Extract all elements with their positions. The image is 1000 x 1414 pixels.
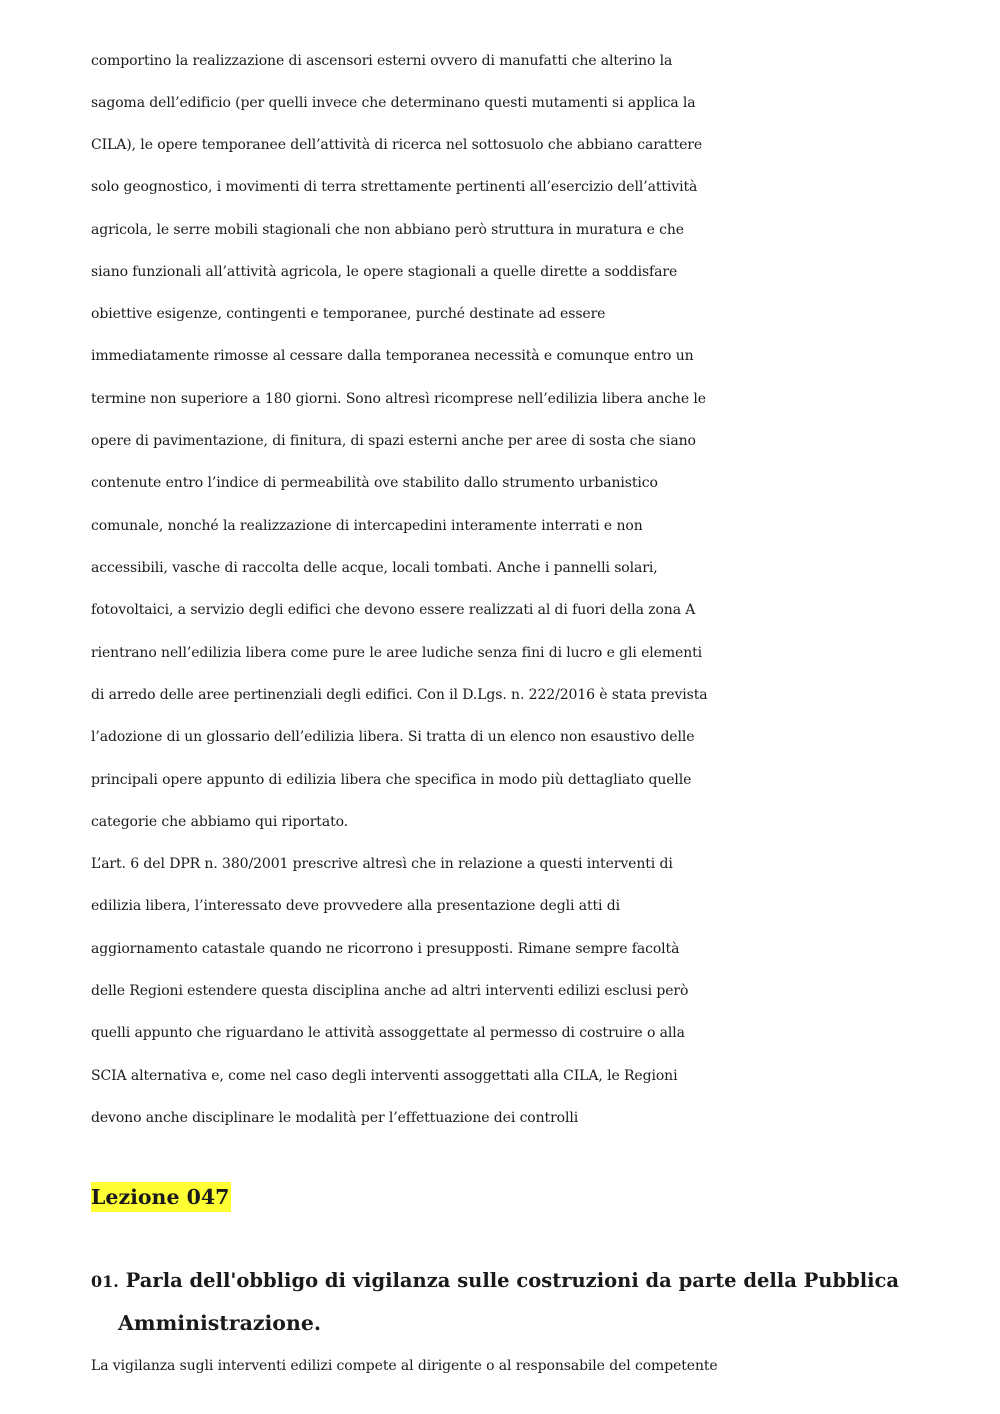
text-line: SCIA alternativa e, come nel caso degli interventi assoggettati alla CILA, le Regioni	[91, 1068, 678, 1084]
text-line: quelli appunto che riguardano le attività assoggettate al permesso di costruire o alla	[91, 1025, 685, 1041]
text-line: sagoma dell’edificio (per quelli invece che determinano questi mutamenti si applica la	[91, 95, 696, 111]
text-line: termine non superiore a 180 giorni. Sono altresì ricomprese nell’edilizia libera anche le	[91, 391, 706, 407]
text-line: aggiornamento catastale quando ne ricorrono i presupposti. Rimane sempre facoltà	[91, 941, 680, 957]
text-line: contenute entro l’indice di permeabilità ove stabilito dallo strumento urbanistico	[91, 475, 658, 491]
text-line: comunale, nonché la realizzazione di intercapedini interamente interrati e non	[91, 518, 643, 534]
text-line: immediatamente rimosse al cessare dalla temporanea necessità e comunque entro un	[91, 348, 694, 364]
text-line: devono anche disciplinare le modalità per l’effettuazione dei controlli	[91, 1110, 579, 1126]
text-line: principali opere appunto di edilizia libera che specifica in modo più dettagliato quelle	[91, 772, 692, 788]
answer-text-line: La vigilanza sugli interventi edilizi compete al dirigente o al responsabile del competente	[91, 1358, 718, 1374]
text-line: di arredo delle aree pertinenziali degli edifici. Con il D.Lgs. n. 222/2016 è stata prevista	[91, 687, 708, 703]
text-line: L’art. 6 del DPR n. 380/2001 prescrive altresì che in relazione a questi interventi di	[91, 856, 673, 872]
text-line: l’adozione di un glossario dell’edilizia libera. Si tratta di un elenco non esaustivo delle	[91, 729, 695, 745]
lesson-heading: Lezione 047	[91, 1182, 231, 1212]
question-number: 01.	[91, 1272, 119, 1291]
text-line: comportino la realizzazione di ascensori esterni ovvero di manufatti che alterino la	[91, 53, 673, 69]
question-line	[91, 1266, 899, 1297]
text-line: delle Regioni estendere questa disciplina anche ad altri interventi edilizi esclusi però	[91, 983, 689, 999]
question-line-continued: Amministrazione.	[118, 1311, 322, 1335]
text-line: fotovoltaici, a servizio degli edifici che devono essere realizzati al di fuori della zona A	[91, 602, 696, 618]
text-line: accessibili, vasche di raccolta delle acque, locali tombati. Anche i pannelli solari,	[91, 560, 658, 576]
text-line: agricola, le serre mobili stagionali che non abbiano però struttura in muratura e che	[91, 222, 684, 238]
text-line: categorie che abbiamo qui riportato.	[91, 814, 349, 830]
text-line: solo geognostico, i movimenti di terra strettamente pertinenti all’esercizio dell’attività	[91, 179, 698, 195]
text-line: rientrano nell’edilizia libera come pure le aree ludiche senza fini di lucro e gli elementi	[91, 645, 703, 661]
text-line: obiettive esigenze, contingenti e temporanee, purché destinate ad essere	[91, 306, 606, 322]
text-line: siano funzionali all’attività agricola, le opere stagionali a quelle dirette a soddisfare	[91, 264, 678, 280]
question-text: Parla dell'obbligo di vigilanza sulle costruzioni da parte della Pubblica	[125, 1269, 900, 1292]
text-line: CILA), le opere temporanee dell’attività di ricerca nel sottosuolo che abbiano carattere	[91, 137, 703, 153]
text-line: opere di pavimentazione, di finitura, di spazi esterni anche per aree di sosta che siano	[91, 433, 696, 449]
text-line: edilizia libera, l’interessato deve provvedere alla presentazione degli atti di	[91, 898, 620, 914]
